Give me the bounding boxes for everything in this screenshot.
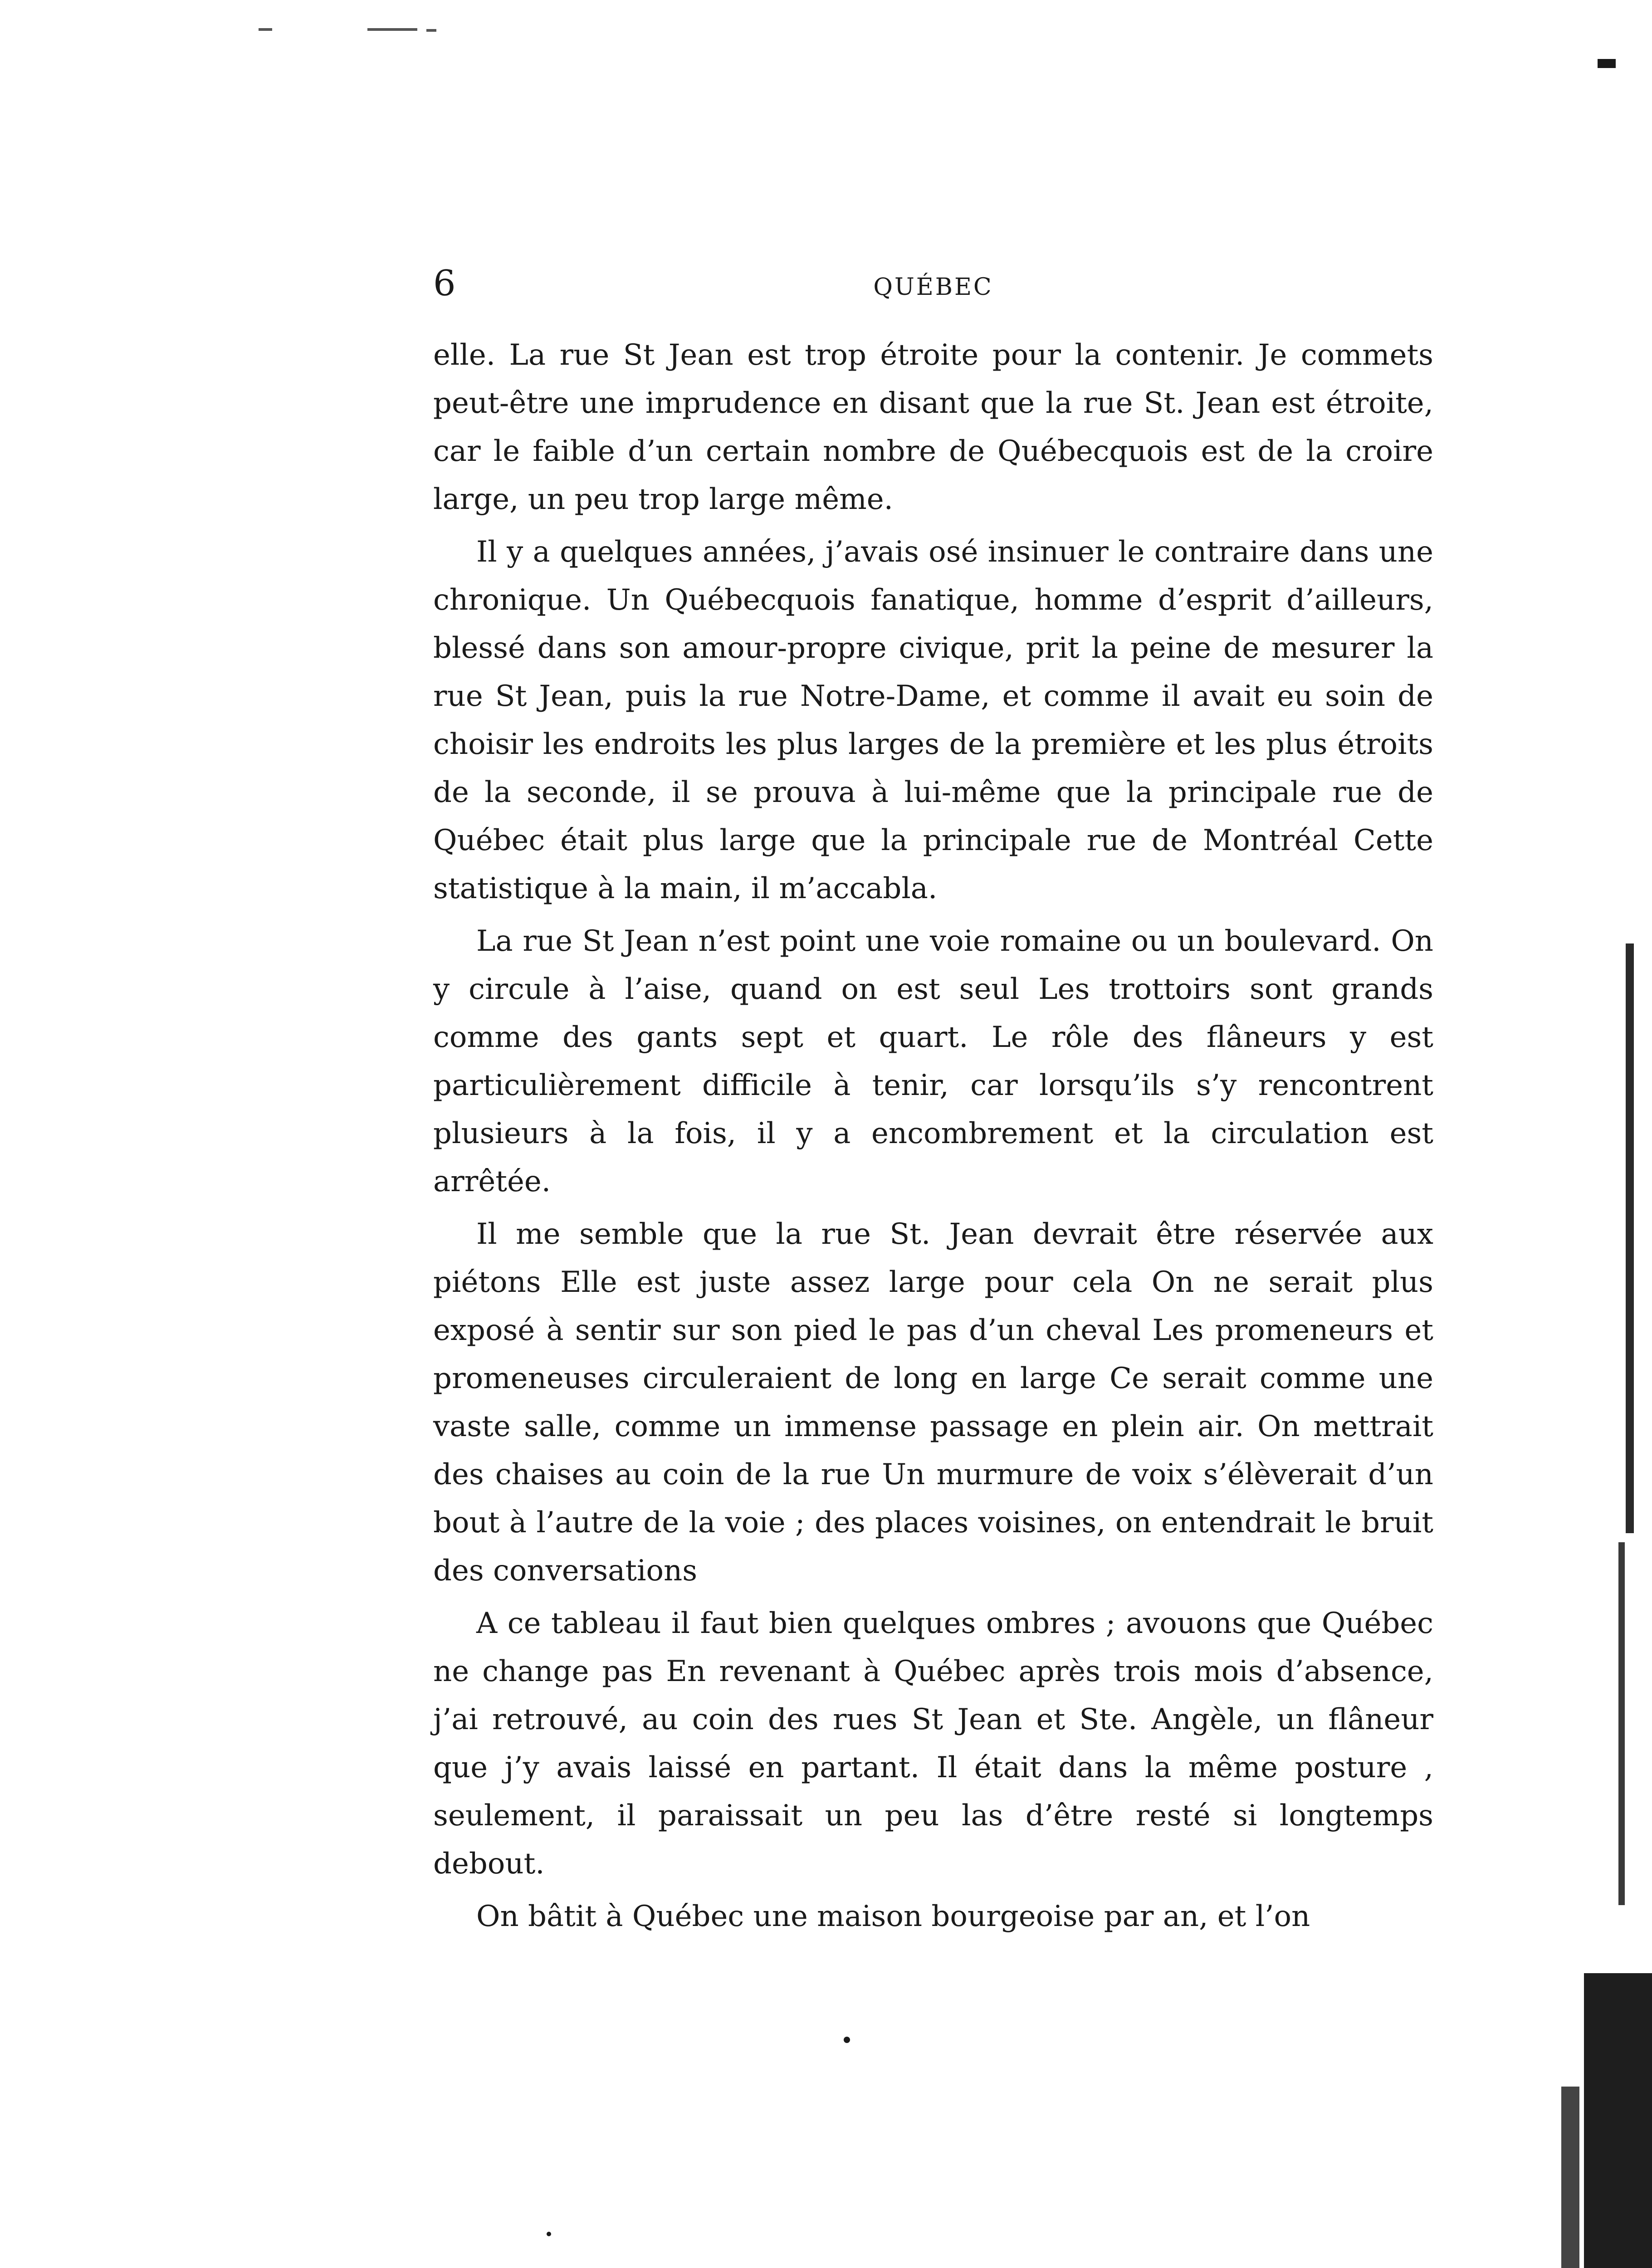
scan-artifact: [844, 2037, 850, 2043]
scan-artifact: [367, 28, 417, 31]
page-number: 6: [433, 263, 456, 304]
paragraph: On bâtit à Québec une maison bourgeoise par an, et l’on: [476, 1900, 1310, 1933]
scan-artifact: [1561, 2087, 1579, 2268]
paragraph: La rue St Jean n’est point une voie romaine ou un boulevard. On y circule à l’aise, quand on est seul Les trottoirs sont grands comme des gants sept et quart. Le rôle des flâneurs y est particulièrement difficile à tenir, car lorsqu’ils s’y rencontrent plusieurs à la fois, il y a encombrement et la circulation est arrêtée.: [433, 924, 1433, 1198]
scan-artifact: [547, 2232, 551, 2236]
running-title: QUÉBEC: [873, 274, 993, 301]
page-header: [433, 259, 1433, 308]
scan-artifact: [426, 29, 436, 32]
scan-artifact: [1584, 1973, 1652, 2268]
paragraph: A ce tableau il faut bien quelques ombres ; avouons que Québec ne change pas En revenant à Québec après trois mois d’absence, j’ai retrouvé, au coin des rues St Jean et Ste. Angèle, un flâneur que j’y avais laissé en partant. Il était dans la même posture , seulement, il paraissait un peu las d’être resté si longtemps debout.: [433, 1607, 1433, 1881]
scan-artifact: [1626, 943, 1634, 1533]
scan-artifact: [1618, 1542, 1625, 1905]
scan-artifact: [259, 28, 272, 31]
paragraph: Il y a quelques années, j’avais osé insinuer le contraire dans une chronique. Un Québecquois fanatique, homme d’esprit d’ailleurs, blessé dans son amour-propre civique, prit la peine de mesurer la rue St Jean, puis la rue Notre-Dame, et comme il avait eu soin de choisir les endroits les plus larges de la première et les plus étroits de la seconde, il se prouva à lui-même que la principale rue de Québec était plus large que la principale rue de Montréal Cette statistique à la main, il m’accabla.: [433, 535, 1433, 905]
scan-artifact: [1598, 59, 1616, 68]
page-body: [433, 331, 1433, 1941]
paragraph: Il me semble que la rue St. Jean devrait être réservée aux piétons Elle est juste assez large pour cela On ne serait plus exposé à sentir sur son pied le pas d’un cheval Les promeneurs et promeneuses circuleraient de long en large Ce serait comme une vaste salle, comme un immense passage en plein air. On mettrait des chaises au coin de la rue Un murmure de voix s’élèverait d’un bout à l’autre de la voie ; des places voisines, on entendrait le bruit des conversations: [433, 1217, 1433, 1588]
paragraph: elle. La rue St Jean est trop étroite pour la contenir. Je commets peut-être une imprudence en disant que la rue St. Jean est étroite, car le faible d’un certain nombre de Québecquois est de la croire large, un peu trop large même.: [433, 338, 1433, 516]
